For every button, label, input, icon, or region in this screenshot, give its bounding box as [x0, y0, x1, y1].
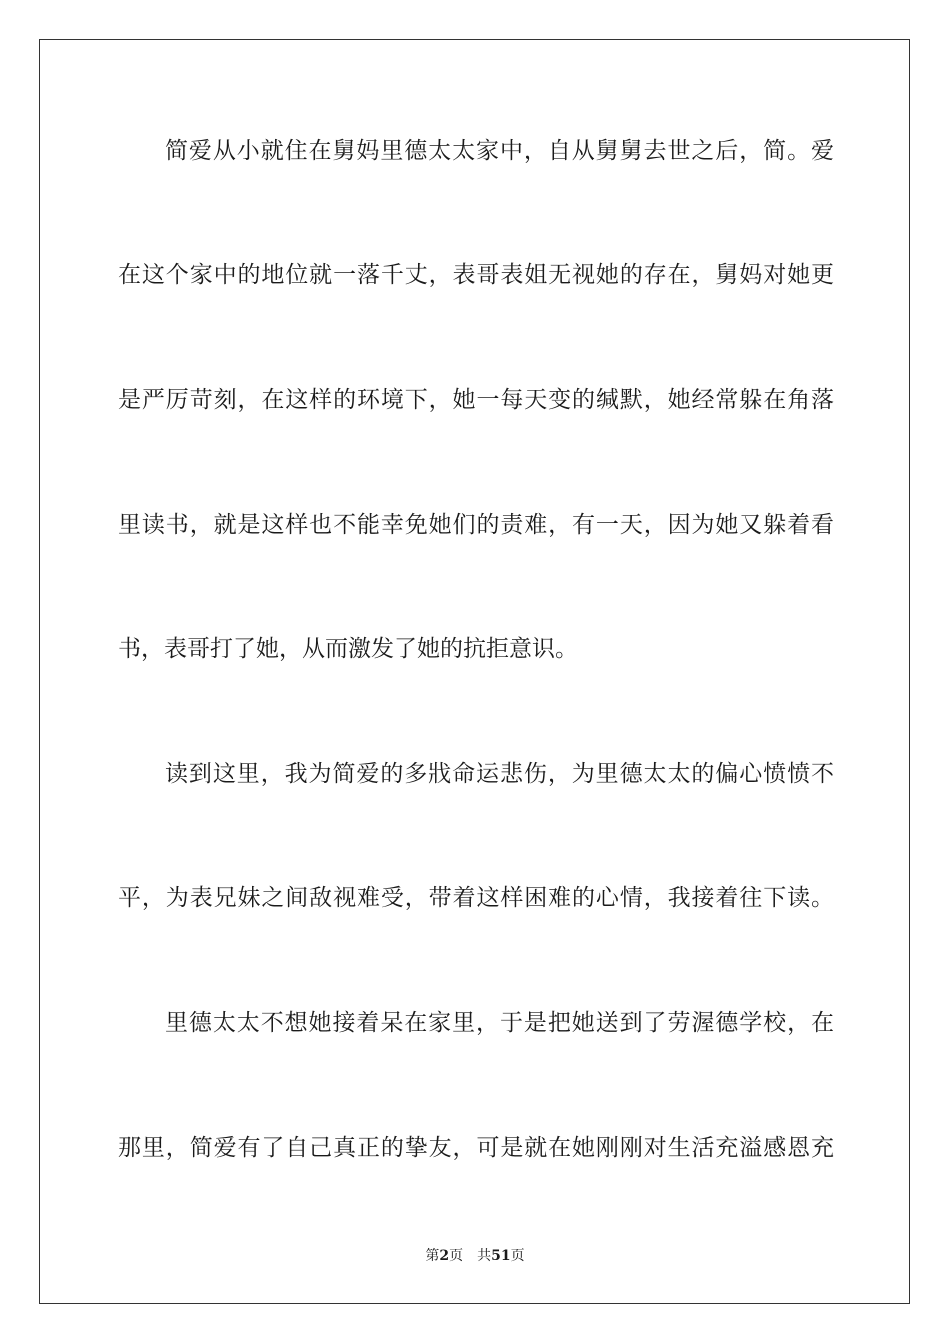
page-suffix: 页 [449, 1248, 464, 1264]
page-footer [0, 1246, 950, 1266]
text-line-2: 在这个家中的地位就一落千丈，表哥表姐无视她的存在，舅妈对她更 [118, 262, 834, 288]
page-prefix: 第 [425, 1248, 440, 1264]
page-border [39, 39, 910, 1304]
total-pages: 51 [491, 1248, 511, 1264]
text-line-3: 是严厉苛刻，在这样的环境下，她一每天变的缄默，她经常躲在角落 [118, 387, 834, 413]
text-line-7: 平，为表兄妹之间敌视难受，带着这样困难的心情，我接着往下读。 [118, 885, 834, 911]
total-prefix: 共 [477, 1248, 492, 1264]
text-line-4: 里读书，就是这样也不能幸免她们的责难，有一天，因为她又躲着看 [118, 512, 834, 538]
total-suffix: 页 [510, 1248, 525, 1264]
text-line-9: 那里，简爱有了自己真正的挚友，可是就在她刚刚对生活充溢感恩充 [118, 1135, 834, 1161]
text-line-8: 里德太太不想她接着呆在家里，于是把她送到了劳渥德学校，在 [165, 1010, 834, 1036]
text-line-6: 读到这里，我为简爱的多戕命运悲伤，为里德太太的偏心愤愤不 [165, 761, 834, 787]
text-line-1: 简爱从小就住在舅妈里德太太家中，自从舅舅去世之后，简。爱 [165, 138, 834, 164]
text-line-5: 书，表哥打了她，从而激发了她的抗拒意识。 [118, 636, 578, 662]
page-number: 2 [439, 1248, 450, 1264]
